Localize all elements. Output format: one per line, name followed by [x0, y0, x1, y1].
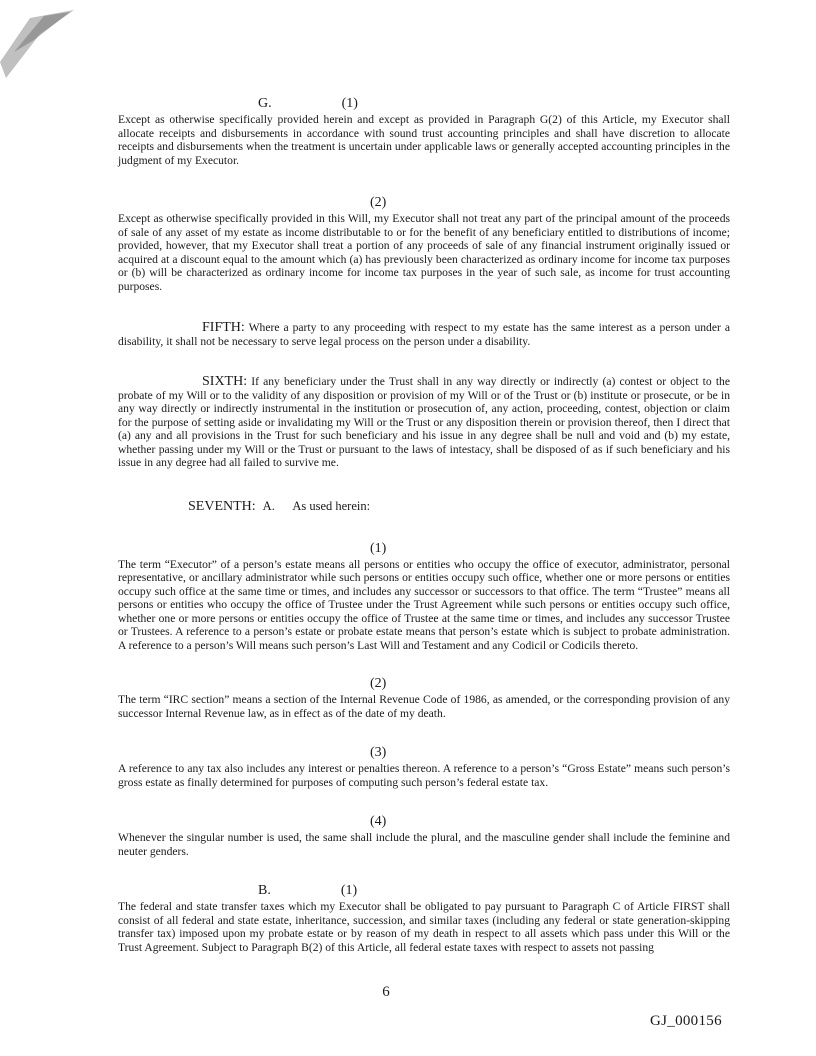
article-text-fifth: Where a party to any proceeding with respect to my estate has the same interest as a person under a disability, it shall not be necessary to serve legal process on the person under a disability.: [118, 321, 730, 348]
subsection-mark-a: A.: [262, 498, 275, 513]
subparagraph-number-g1: (1): [341, 96, 358, 111]
article-sixth: [118, 375, 730, 470]
subparagraph-number-g2: (2): [370, 195, 387, 210]
paragraph-text-g1: Except as otherwise specifically provided herein and except as provided in Paragraph G(2) of this Article, my Executor shall allocate receipts and disbursements in accordance with sound trust accounting principles and shall have discretion to allocate receipts and disbursements when the treatment is uncertain under applicable laws or generally accepted accounting principles in the judgment of my Executor.: [118, 113, 730, 167]
document-page: [118, 96, 730, 969]
subparagraph-number-b1: (1): [340, 883, 358, 898]
paragraph-g2: [118, 195, 730, 293]
paragraph-text-a1: The term “Executor” of a person’s estate means all persons or entities who occupy the office of executor, administrator, personal representative, or ancillary administrator while such persons or entities occupy such office, whether one or more persons or entities occupy such office at the same time or times, and includes any successor or successors to that office. The term “Trustee” means all persons or entities who occupy the office of Trustee under the Trust Agreement while such persons or entities occupy such office, whether one or more persons or entities occupy the office of Trustee at the same time or times, and includes any successor Trustee or Trustees. A reference to a person’s estate or probate estate means that person’s estate which is subject to probate administration. A reference to a person’s Will means such person’s Last Will and Testament and any Codicil or Codicils thereto.: [118, 557, 730, 652]
paragraph-b1: [118, 883, 730, 954]
seventh-intro-text: As used herein:: [292, 498, 371, 513]
article-text-sixth: If any beneficiary under the Trust shall in any way directly or indirectly (a) contest or object to the probate of my Will or to the validity of any disposition or provision of my Will or of the Trust or (b) institute or prosecute, or be in any way directly or indirectly instrumental in the institution or prosecution of, any action, proceeding, contest, objection or claim for the purpose of setting aside or invalidating my Will or the Trust or any disposition therein or provision thereof, then I direct that (a) any and all provisions in the Trust for such beneficiary and his issue in any degree shall be null and void and (b) my estate, whether passing under my Will or the Trust or pursuant to the laws of intestacy, shall be disposed of as if such beneficiary and his issue in any degree had all failed to survive me.: [118, 375, 730, 469]
article-heading-sixth: SIXTH:: [202, 374, 248, 389]
paragraph-text-a2: The term “IRC section” means a section of the Internal Revenue Code of 1986, as amended, or the corresponding provision of any successor Internal Revenue law, as in effect as of the date of my death.: [118, 693, 730, 720]
paragraph-text-b1: The federal and state transfer taxes which my Executor shall be obligated to pay pursuant to Paragraph C of Article FIRST shall consist of all federal and state estate, inheritance, succession, and similar taxes (including any federal or state generation-skipping transfer tax) imposed upon my probate estate or by reason of my death in respect to all assets which pass under this Will or the Trust Agreement. Subject to Paragraph B(2) of this Article, all federal estate taxes with respect to assets not passing: [118, 900, 730, 954]
paragraph-text-g2: Except as otherwise specifically provided in this Will, my Executor shall not treat any part of the principal amount of the proceeds of sale of any asset of my estate as income distributable to or for the benefit of any beneficiary entitled to distributions of income; provided, however, that my Executor shall treat a portion of any proceeds of sale of any financial instrument originally issued or acquired at a discount equal to the amount which (a) has previously been characterized as ordinary income for income tax purposes or (b) will be characterized as ordinary income for income tax purposes in the year of such sale, as income for trust accounting purposes.: [118, 212, 730, 293]
subsection-mark-b: B.: [258, 883, 271, 898]
subparagraph-number-a2: (2): [370, 676, 387, 691]
paragraph-mark-g: G.: [258, 96, 272, 111]
paragraph-a1: [118, 541, 730, 653]
article-heading-fifth: FIFTH:: [202, 320, 245, 335]
paragraph-text-a4: Whenever the singular number is used, the same shall include the plural, and the masculine gender shall include the feminine and neuter genders.: [118, 831, 730, 858]
bates-number: GJ_000156: [650, 1013, 722, 1029]
paragraph-a4: [118, 814, 730, 858]
paragraph-g1: [118, 96, 730, 167]
paragraph-text-a3: A reference to any tax also includes any interest or penalties thereon. A reference to a person’s “Gross Estate” means such person’s gross estate as finally determined for purposes of computing such person’s federal estate tax.: [118, 762, 730, 789]
article-fifth: [118, 321, 730, 348]
page-number: 6: [382, 984, 390, 1000]
scan-corner-mark: [0, 0, 90, 90]
paragraph-a3: [118, 745, 730, 789]
article-seventh: [118, 498, 730, 515]
subparagraph-number-a1: (1): [370, 540, 387, 556]
subparagraph-number-a4: (4): [370, 814, 387, 829]
article-heading-seventh: SEVENTH:: [188, 498, 256, 514]
paragraph-a2: [118, 676, 730, 720]
subparagraph-number-a3: (3): [370, 745, 387, 760]
